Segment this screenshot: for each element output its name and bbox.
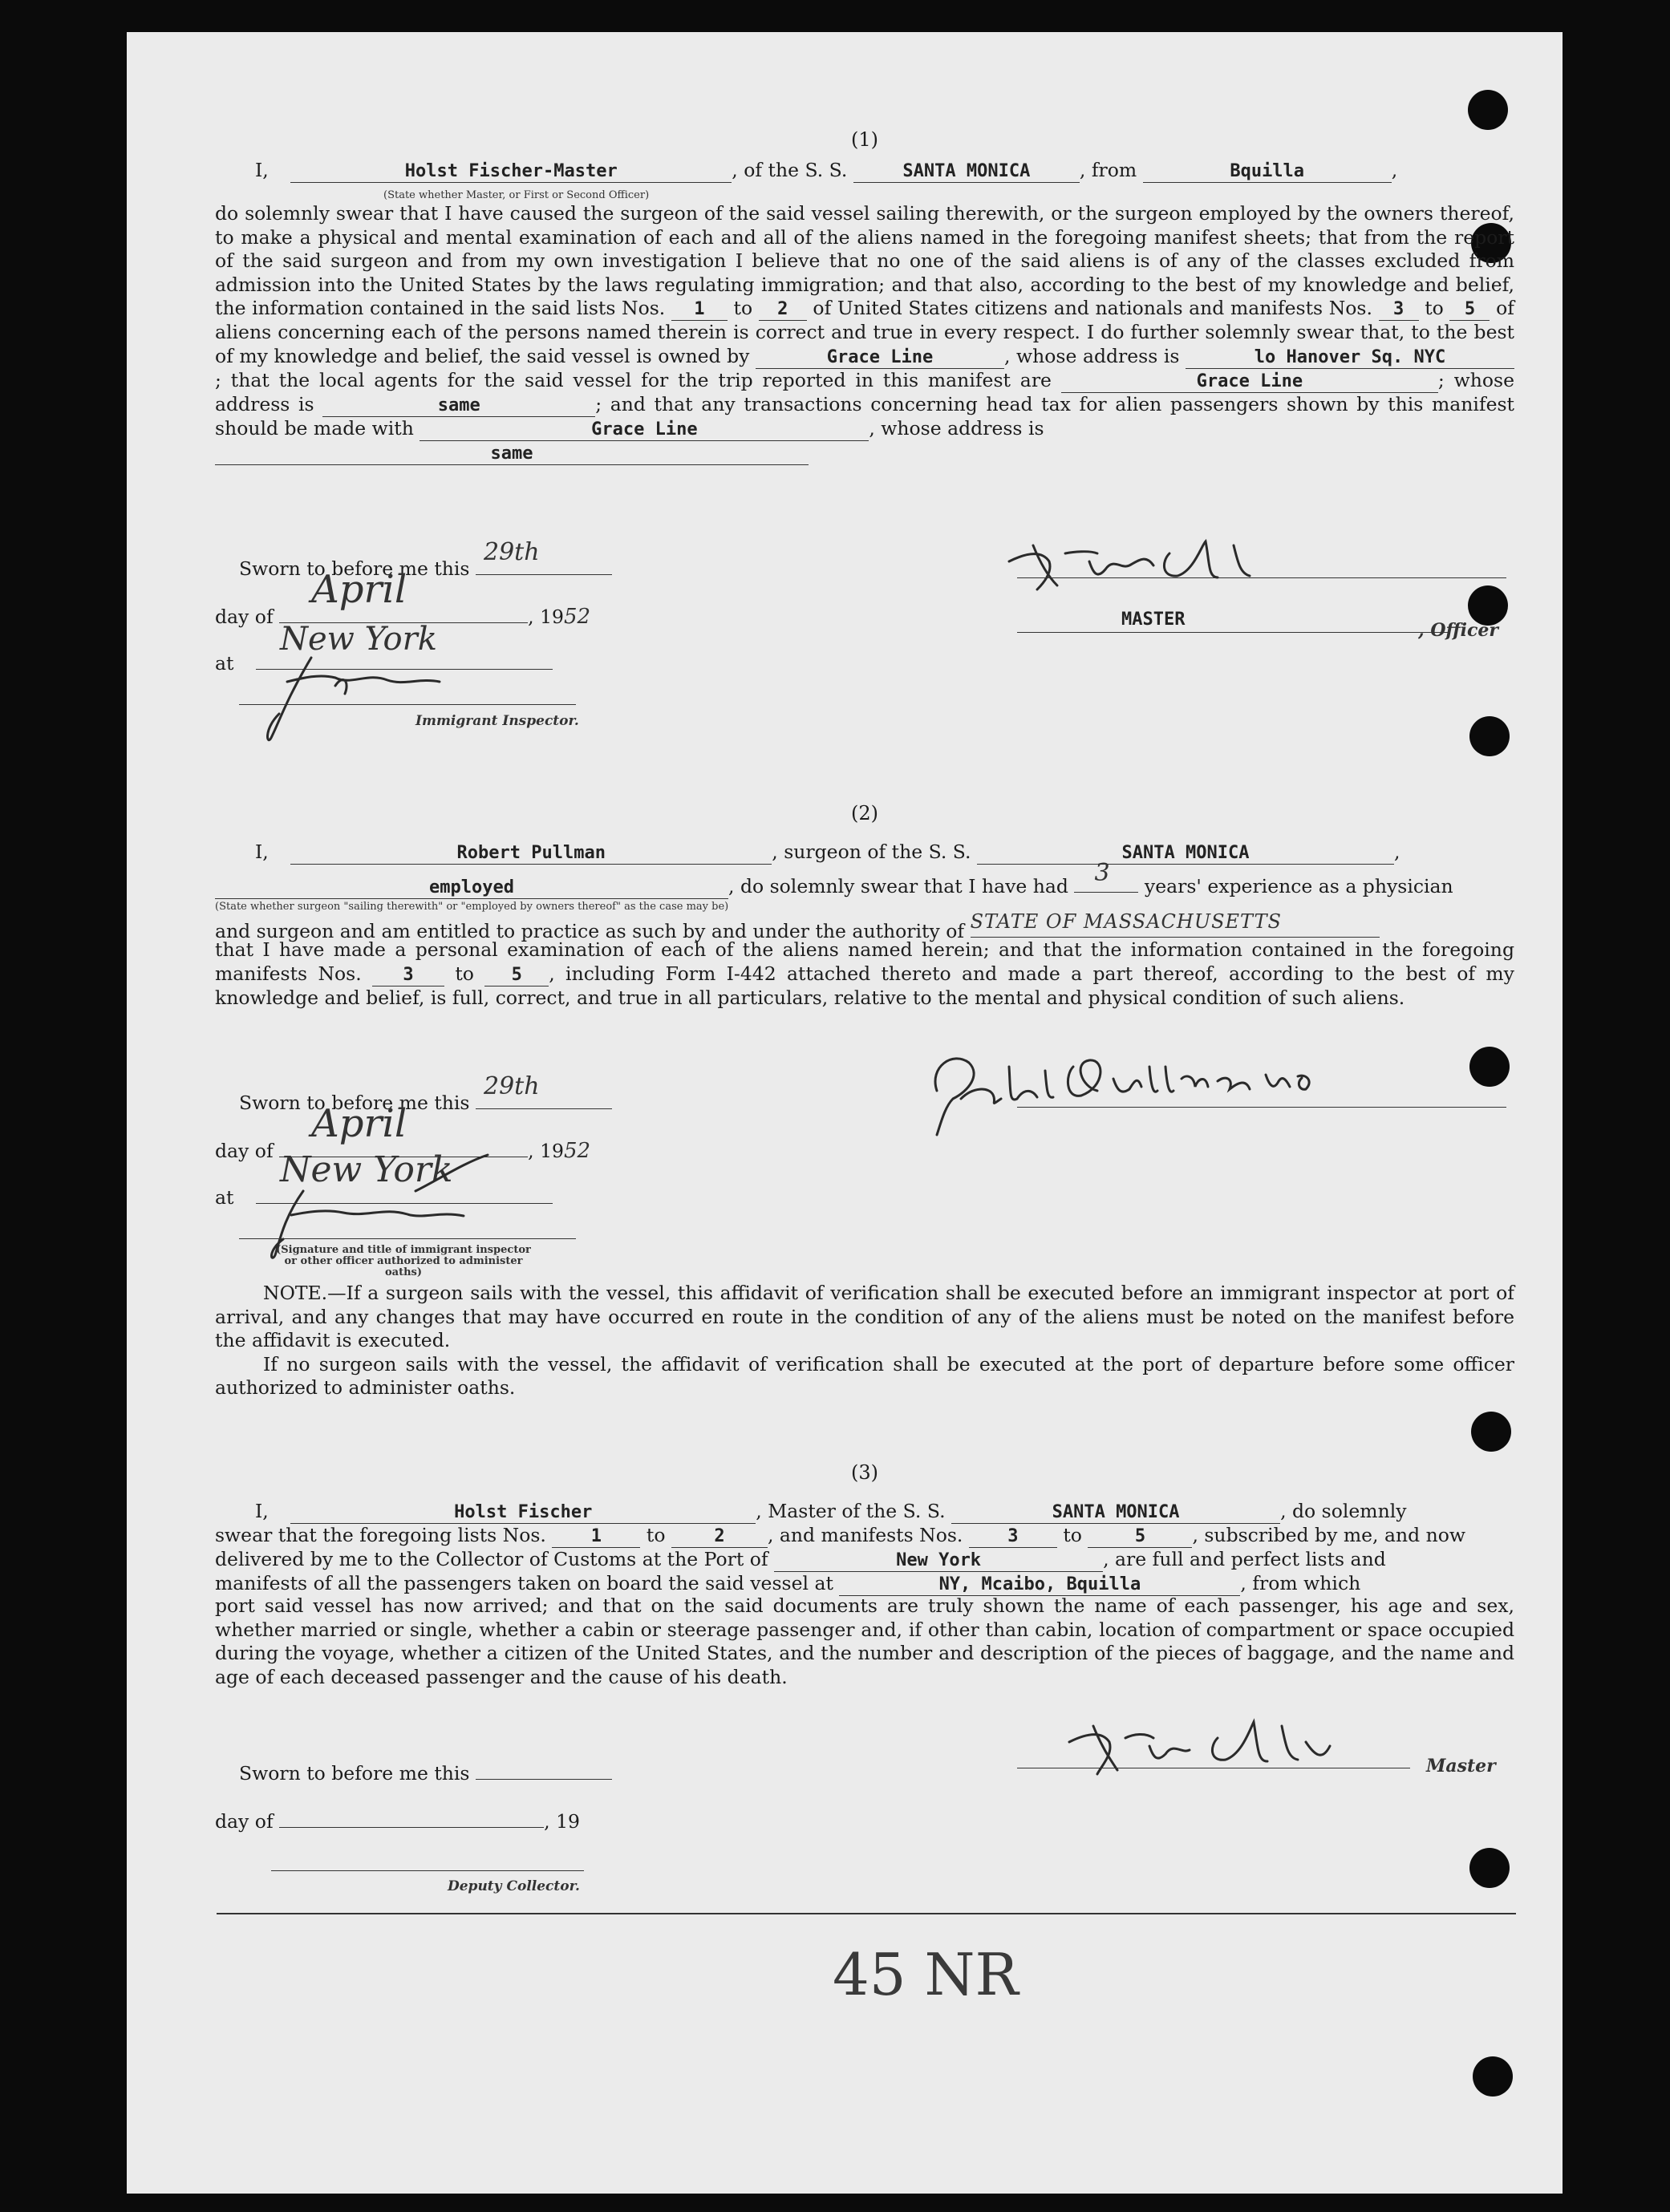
section-number: (3): [851, 1461, 878, 1484]
manifest-from-field: 3: [372, 965, 444, 986]
inspector-signature-line: [239, 1238, 576, 1239]
punch-hole: [1471, 1412, 1511, 1452]
master-name-field: Holst Fischer: [290, 1502, 756, 1524]
lists-from-field: 1: [552, 1526, 640, 1548]
at-label: at: [215, 652, 234, 675]
sworn-day-field: 29th: [476, 1088, 612, 1109]
master-signature-line: [1017, 577, 1506, 578]
manifest-to-field: 5: [1449, 299, 1490, 321]
of-ss-text: , of the S. S.: [732, 159, 848, 181]
sworn-year-field: 52: [563, 1139, 591, 1163]
section-number: (2): [851, 802, 878, 824]
affidavit-surgeon: (2) I, Robert Pullman , surgeon of the S. S. SANTA MONICA , employed , do solemnly swear that I have had 3 years' experience as a physician (State whether surgeon "sailing therewith" or "employed by owners thereof" as the case may be) and surgeon and am entitled to practice as such by and under the authority of STATE OF MASSACHUSETTS that I have made a personal examination of each of the aliens named herein; and that the information contained in the foregoing manifests Nos. 3 to 5 , including Form I-442 attached thereto and made a part thereof, according to the best of my knowledge and belief, is full, correct, and true in all particulars, relative to the mental and physical condition of such aliens. Sworn to before me this 29th day of April , 1952 at New York (Signature and title of immigrant inspector or other officer authorized to administer oaths) NOTE.—If a surgeon sails with the vessel, this affidavit of verification shall be executed before an immigrant inspector at port of arrival, and any changes that may have occurred en route in the condition of any of the aliens must be noted on the manifest before the affidavit is executed. If no surgeon sails with the vessel, the affidavit of verification shall be executed at the port of departure before some officer authorized to administer oaths.: [215, 802, 1514, 1399]
affidavit-master: (1) I, Holst Fischer-Master , of the S. S. SANTA MONICA , from Bquilla , (State whether Master, or First or Second Officer) do solemnly swear that I have caused the surgeon of the said vessel sailing therewith, or the surgeon employed by the owners thereof, to make a physical and mental examination of each and all of the aliens named in the foregoing manifest sheets; that from the report of the said surgeon and from my own investigation I believe that no one of the said aliens is of any of the classes excluded from admission into the United States by the laws regulating immigration; and that also, according to the best of my knowledge and belief, the information contained in the said lists Nos. 1 to 2 of United States citizens and nationals and manifests Nos. 3 to 5 of aliens concerning each of the persons named therein is correct and true in every respect. I do further solemnly swear that, to the best of my knowledge and belief, the said vessel is owned by Grace Line , whose address is lo Hanover Sq. NYC; that the local agents for the said vessel for the trip reported in this manifest are Grace Line ; whose address is same ; and that any transactions concerning head tax for alien passengers shown by this manifest should be made with Grace Line , whose address is same Sworn to before me this 29th day of April , 1952 at New York Immigrant Inspector. MASTER , Officer: [215, 128, 1514, 746]
punch-hole: [1468, 90, 1508, 130]
sworn-day-field: [476, 1758, 612, 1780]
manifest-from-field: 3: [1379, 299, 1419, 321]
owner-address-field: lo Hanover Sq. NYC: [1186, 347, 1514, 369]
sworn-year-field: 52: [563, 605, 591, 629]
manifest-to-field: 5: [1088, 1526, 1192, 1548]
officer-name-field: Holst Fischer-Master: [290, 161, 732, 183]
sworn-month-field: April: [279, 602, 528, 623]
head-tax-address-field: same: [215, 444, 809, 465]
section-number: (1): [851, 128, 878, 151]
sworn-month-field: April: [279, 1136, 528, 1157]
surgeon-name-field: Robert Pullman: [290, 843, 772, 865]
authority-field: STATE OF MASSACHUSETTS: [971, 916, 1380, 938]
officer-caption: , Officer: [1418, 620, 1499, 641]
affidavit-delivery: (3) I, Holst Fischer , Master of the S. S. SANTA MONICA , do solemnly swear that the foregoing lists Nos. 1 to 2 , and manifests Nos. 3 to 5 , subscribed by me, and now delivered by me to the Collector of Customs at the Port of New York , are full and perfect lists and manifests of all the passengers taken on board the said vessel at NY, Mcaibo, Bquilla , from which port said vessel has now arrived; and that on the said documents are truly shown the name of each passenger, his age and sex, whether married or single, whether a cabin or steerage passenger and, if other than cabin, location of compartment or space occupied during the voyage, whether a citizen of the United States, and the number and description of the pieces of baggage, and the name and age of each deceased passenger and the cause of his death. Master Sworn to before me this day of , 19 Deputy Collector.: [215, 1461, 1514, 1910]
lists-to-field: 2: [759, 299, 807, 321]
punch-hole: [1473, 2056, 1513, 2097]
officer-title: MASTER: [1121, 610, 1186, 630]
agents-field: Grace Line: [1061, 371, 1438, 393]
agents-address-field: same: [322, 395, 595, 417]
sworn-place-field: New York: [256, 1182, 553, 1204]
master-caption: Master: [1426, 1756, 1496, 1776]
day-of-label: day of: [215, 606, 274, 628]
port-from-field: Bquilla: [1143, 161, 1392, 183]
years-field: 3: [1074, 871, 1138, 893]
section3-body: port said vessel has now arrived; and that on the said documents are truly shown the name of each passenger, his age and sex, whether married or single, whether a cabin or steerage passenger and, if other than cabin, location of compartment or space occupied during the voyage, whether a citizen of the United States, and the number and description of the pieces of baggage, and the name and age of each deceased passenger and the cause of his death.: [215, 1594, 1514, 1688]
note-paragraph-1: NOTE.—If a surgeon sails with the vessel, this affidavit of verification shall be executed before an immigrant inspector at port of arrival, and any changes that may have occurred en route in the condition of any of the aliens must be noted on the manifest before the affidavit is executed.: [215, 1282, 1514, 1351]
footer-rule: [217, 1913, 1516, 1914]
collector-caption: Deputy Collector.: [448, 1878, 580, 1894]
boarding-ports-field: NY, Mcaibo, Bquilla: [839, 1574, 1240, 1596]
name-caption: (State whether Master, or First or Second Officer): [383, 189, 650, 201]
owner-field: Grace Line: [756, 347, 1004, 369]
sworn-label: Sworn to before me this: [239, 557, 470, 580]
vessel-name-field: SANTA MONICA: [977, 843, 1394, 865]
section2-body: that I have made a personal examination of each of the aliens named herein; and that the information contained in the foregoing manifests Nos. 3 to 5 , including Form I-442 attached thereto and made a part thereof, according to the best of my knowledge and belief, is full, correct, and true in all particulars, relative to the mental and physical condition of such aliens.: [215, 938, 1514, 1009]
lists-from-field: 1: [671, 299, 728, 321]
intro-text: I,: [255, 159, 269, 181]
from-text: , from: [1079, 159, 1137, 181]
inspector-signature-line: [239, 704, 576, 705]
manifest-affidavit-page: [127, 32, 1563, 2194]
sworn-month-field: [279, 1806, 544, 1828]
master-signature: [993, 529, 1330, 602]
surgeon-signature-line: [1017, 1107, 1506, 1108]
manifest-to-field: 5: [484, 965, 549, 986]
head-tax-party-field: Grace Line: [420, 419, 869, 441]
inspector-caption: (Signature and title of immigrant inspector or other officer authorized to administer oaths): [276, 1244, 531, 1278]
sworn-place-field: New York: [256, 648, 553, 670]
section1-body: do solemnly swear that I have caused the surgeon of the said vessel sailing therewith, or the surgeon employed by the owners thereof, to make a physical and mental examination of each and all of the aliens named in the foregoing manifest sheets; that from the report of the said surgeon and from my own investigation I believe that no one of the said aliens is of any of the classes excluded from admission into the United States by the laws regulating immigration; and that also, according to the best of my knowledge and belief, the information contained in the said lists Nos. 1 to 2 of United States citizens and nationals and manifests Nos. 3 to 5 of aliens concerning each of the persons named therein is correct and true in every respect. I do further solemnly swear that, to the best of my knowledge and belief, the said vessel is owned by Grace Line , whose address is lo Hanover Sq. NYC; that the local agents for the said vessel for the trip reported in this manifest are Grace Line ; whose address is same ; and that any transactions concerning head tax for alien passengers shown by this manifest should be made with Grace Line , whose address is same: [215, 202, 1515, 464]
note-paragraph-2: If no surgeon sails with the vessel, the affidavit of verification shall be executed at the port of departure before some officer authorized to administer oaths.: [215, 1352, 1514, 1399]
lists-to-field: 2: [671, 1526, 768, 1548]
inspector-caption: Immigrant Inspector.: [415, 713, 579, 729]
manifest-from-field: 3: [969, 1526, 1057, 1548]
collector-signature-line: [271, 1870, 584, 1871]
status-caption: (State whether surgeon "sailing therewith" or "employed by owners thereof" as the case may be): [215, 901, 729, 913]
sworn-day-field: 29th: [476, 553, 612, 575]
port-field: New York: [774, 1550, 1103, 1572]
vessel-name-field: SANTA MONICA: [951, 1502, 1280, 1524]
surgeon-status-field: employed: [215, 877, 728, 899]
surgeon-signature: [913, 1043, 1330, 1139]
vessel-name-field: SANTA MONICA: [853, 161, 1080, 183]
footer-annotation: 45 NR: [833, 1941, 1019, 2008]
officer-title-line: [1017, 632, 1450, 633]
